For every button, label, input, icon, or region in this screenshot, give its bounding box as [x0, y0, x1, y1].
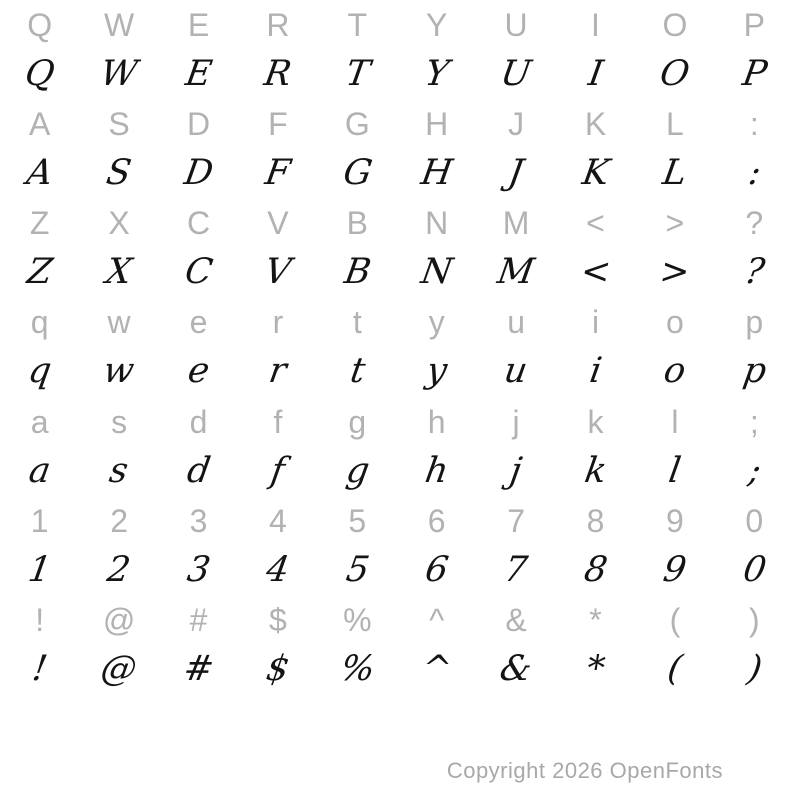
glyph-reference: I	[591, 6, 600, 43]
glyph-reference: @	[102, 601, 136, 638]
glyph-reference: G	[344, 105, 370, 142]
glyph-row-reference	[0, 298, 794, 348]
glyph-reference: Q	[27, 6, 53, 43]
glyph-row-script	[0, 248, 794, 298]
glyph-script: H	[418, 153, 456, 194]
glyph-script: 5	[343, 549, 372, 590]
glyph-script: e	[185, 351, 213, 392]
glyph-script: 9	[660, 549, 690, 590]
glyph-reference: 9	[665, 502, 684, 539]
glyph-reference: V	[267, 205, 289, 242]
glyph-script: A	[23, 153, 56, 194]
glyph-reference: Y	[426, 6, 448, 43]
glyph-script: >	[657, 252, 693, 293]
glyph-script: o	[661, 351, 689, 392]
glyph-reference: ;	[749, 403, 759, 440]
glyph-reference: ^	[429, 601, 445, 638]
glyph-script: ?	[741, 252, 767, 293]
glyph-script: K	[579, 153, 612, 194]
glyph-script: (	[664, 649, 685, 690]
glyph-reference: T	[347, 6, 368, 43]
glyph-script: k	[581, 450, 610, 491]
glyph-reference: H	[425, 105, 449, 142]
glyph-script: s	[107, 450, 132, 491]
glyph-reference: 8	[586, 502, 605, 539]
glyph-script: N	[418, 252, 456, 293]
glyph-reference: %	[343, 601, 372, 638]
glyph-script: *	[583, 649, 608, 690]
glyph-script: a	[26, 450, 54, 491]
glyph-reference: k	[587, 403, 604, 440]
glyph-reference: o	[665, 304, 684, 341]
glyph-reference: L	[665, 105, 684, 142]
glyph-reference: 1	[30, 502, 49, 539]
glyph-script: M	[495, 252, 538, 293]
glyph-reference: t	[352, 304, 362, 341]
glyph-script: Y	[422, 53, 452, 94]
glyph-script: ^	[418, 649, 455, 690]
glyph-reference: i	[591, 304, 600, 341]
glyph-row-reference	[0, 0, 794, 50]
glyph-reference: J	[508, 105, 525, 142]
glyph-script: 7	[501, 549, 531, 590]
glyph-reference: l	[671, 403, 679, 440]
glyph-script: 8	[581, 549, 610, 590]
glyph-script: 2	[104, 549, 134, 590]
glyph-reference: B	[346, 205, 368, 242]
glyph-reference: O	[662, 6, 688, 43]
glyph-row-reference	[0, 496, 794, 546]
glyph-script: !	[29, 649, 50, 690]
glyph-reference: 3	[189, 502, 208, 539]
glyph-script: F	[262, 153, 294, 194]
glyph-script: S	[104, 153, 135, 194]
glyph-script: h	[422, 450, 452, 491]
glyph-reference: !	[35, 601, 45, 638]
glyph-reference: *	[589, 601, 602, 638]
glyph-script: d	[184, 450, 213, 491]
glyph-script: V	[262, 252, 294, 293]
glyph-reference: (	[669, 601, 681, 638]
glyph-script: J	[505, 153, 527, 194]
glyph-script: @	[98, 649, 140, 690]
glyph-script: y	[423, 351, 450, 392]
glyph-reference: 0	[745, 502, 764, 539]
glyph-reference: Z	[29, 205, 50, 242]
glyph-script: l	[666, 450, 684, 491]
glyph-reference: w	[107, 304, 131, 341]
glyph-row-reference	[0, 595, 794, 645]
glyph-reference: e	[189, 304, 208, 341]
glyph-script: <	[577, 252, 614, 293]
glyph-script: O	[657, 53, 693, 94]
glyph-reference: f	[273, 403, 283, 440]
glyph-script: $	[263, 649, 293, 690]
glyph-script: 6	[422, 549, 452, 590]
glyph-row-script	[0, 446, 794, 496]
glyph-row-reference	[0, 99, 794, 149]
copyright-text: Copyright 2026 OpenFonts	[446, 758, 723, 783]
glyph-reference: a	[30, 403, 49, 440]
glyph-reference: F	[268, 105, 288, 142]
glyph-reference: #	[189, 601, 208, 638]
glyph-script: f	[268, 450, 288, 491]
glyph-script: E	[182, 53, 215, 94]
glyph-reference: U	[504, 6, 528, 43]
glyph-reference: P	[743, 6, 765, 43]
glyph-reference: )	[748, 601, 760, 638]
glyph-reference: s	[111, 403, 128, 440]
glyph-row-script	[0, 645, 794, 695]
glyph-reference: E	[187, 6, 210, 43]
glyph-script: D	[181, 153, 216, 194]
glyph-script: Z	[24, 252, 56, 293]
glyph-reference: 7	[507, 502, 525, 539]
glyph-reference: 6	[427, 502, 446, 539]
glyph-script: w	[101, 351, 138, 392]
glyph-reference: j	[512, 403, 520, 440]
glyph-script: 0	[740, 549, 769, 590]
glyph-row-script	[0, 149, 794, 199]
glyph-row-reference	[0, 397, 794, 447]
glyph-reference: C	[186, 205, 211, 242]
footer	[447, 758, 723, 784]
glyph-script: g	[343, 450, 372, 491]
glyph-reference: R	[266, 6, 290, 43]
glyph-script: L	[660, 153, 690, 194]
glyph-script: t	[347, 351, 368, 392]
glyph-script: G	[340, 153, 375, 194]
glyph-reference: A	[29, 105, 51, 142]
glyph-script: W	[98, 53, 141, 94]
glyph-row-reference	[0, 198, 794, 248]
glyph-script: 3	[184, 549, 213, 590]
glyph-script: p	[740, 351, 769, 392]
glyph-script: q	[25, 351, 55, 392]
glyph-script: C	[182, 252, 216, 293]
glyph-reference: S	[108, 105, 130, 142]
glyph-reference: N	[425, 205, 449, 242]
glyph-row-script	[0, 546, 794, 596]
glyph-script: I	[585, 53, 606, 94]
glyph-script: :	[745, 153, 764, 194]
glyph-reference: 5	[348, 502, 367, 539]
glyph-script: 1	[25, 549, 55, 590]
glyph-script: )	[744, 649, 765, 690]
glyph-script: X	[103, 252, 135, 293]
glyph-reference: &	[505, 601, 527, 638]
glyph-reference: 4	[268, 502, 287, 539]
glyph-script: 4	[263, 549, 293, 590]
glyph-script: Q	[22, 53, 58, 94]
glyph-reference: ?	[745, 205, 764, 242]
glyph-script: U	[498, 53, 535, 94]
glyph-script: &	[497, 649, 535, 690]
glyph-script: R	[261, 53, 295, 94]
glyph-script: r	[266, 351, 290, 392]
glyph-reference: 2	[110, 502, 128, 539]
glyph-script: T	[342, 53, 373, 94]
glyph-reference: d	[189, 403, 208, 440]
glyph-reference: X	[108, 205, 130, 242]
glyph-reference: K	[584, 105, 607, 142]
glyph-reference: r	[272, 304, 284, 341]
glyph-reference: u	[507, 304, 525, 341]
glyph-script: ;	[745, 450, 764, 491]
glyph-row-script	[0, 347, 794, 397]
glyph-reference: g	[348, 403, 367, 440]
glyph-reference: W	[103, 6, 135, 43]
glyph-script: i	[586, 351, 605, 392]
glyph-reference: <	[586, 205, 605, 242]
glyph-script: j	[507, 450, 525, 491]
glyph-reference: D	[186, 105, 211, 142]
glyph-script: B	[341, 252, 374, 293]
glyph-reference: p	[745, 304, 764, 341]
glyph-script: #	[180, 649, 217, 690]
glyph-reference: >	[665, 205, 685, 242]
glyph-script: %	[337, 649, 378, 690]
glyph-reference: h	[427, 403, 446, 440]
glyph-reference: M	[502, 205, 530, 242]
glyph-reference: y	[428, 304, 445, 341]
glyph-reference: :	[749, 105, 759, 142]
glyph-reference: $	[268, 601, 287, 638]
glyph-script: u	[501, 351, 531, 392]
glyph-reference: q	[30, 304, 49, 341]
glyph-row-script	[0, 50, 794, 100]
glyph-script: P	[739, 53, 770, 94]
